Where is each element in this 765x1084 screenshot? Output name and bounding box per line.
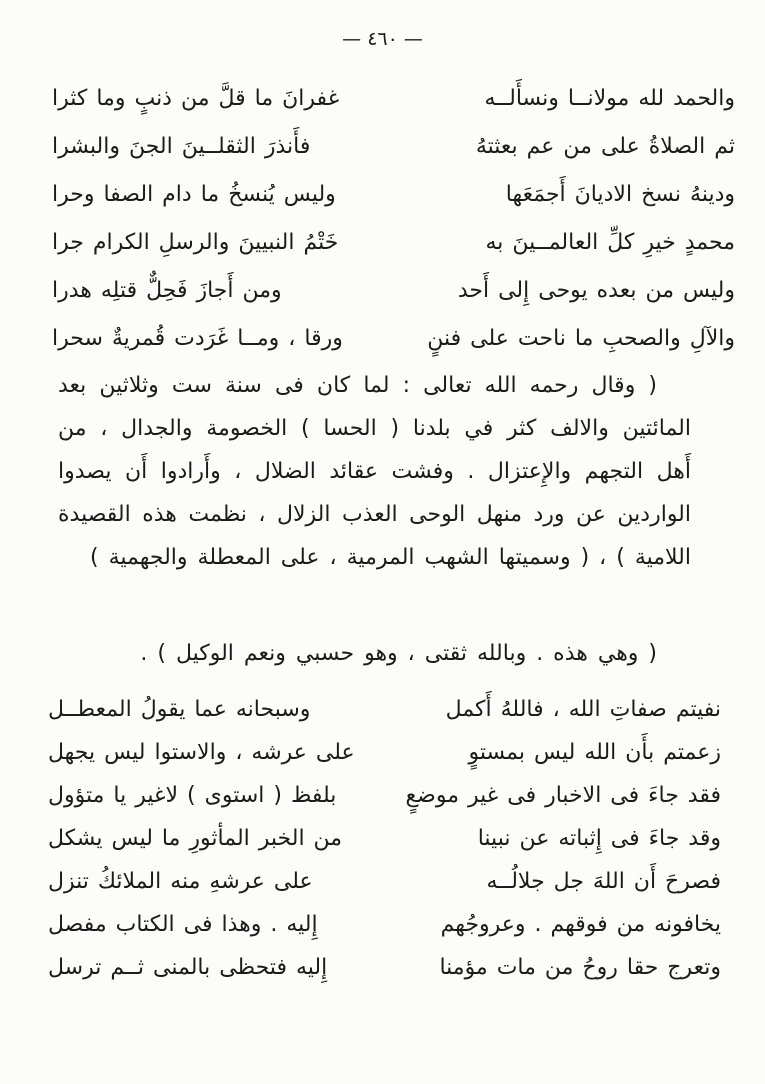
verse-row bbox=[52, 266, 735, 314]
hemistich-right: زعمتم بأَن الله ليس بمستوٍ bbox=[468, 740, 721, 765]
hemistich-left: غفرانَ ما قلَّ من ذنبٍ وما كثرا bbox=[52, 85, 340, 111]
hemistich-left: إِليه . وهذا فى الكتاب مفصل bbox=[48, 912, 318, 937]
hemistich-right: والحمد لله مولانــا ونسأَلــه bbox=[484, 85, 735, 111]
hemistich-right: وليس من بعده يوحى إِلى أَحد bbox=[457, 277, 735, 303]
hemistich-left: من الخبر المأثورِ ما ليس يشكل bbox=[48, 826, 343, 851]
verse-row bbox=[48, 817, 721, 860]
page-number: — ٤٦٠ — bbox=[342, 28, 423, 50]
verse-row bbox=[52, 74, 735, 122]
hemistich-left: وليس يُنسخُ ما دام الصفا وحرا bbox=[52, 181, 336, 207]
hemistich-left: ورقا ، ومــا غَرَدت قُمريةٌ سحرا bbox=[52, 325, 343, 351]
hemistich-right: ودينهُ نسخ الاديانَ أَجمَعَها bbox=[505, 181, 735, 207]
prose-paragraph-1: ( وقال رحمه الله تعالى : لما كان فى سنة ست وثلاثين بعد المائتين والالف كثر في بلدنا ( الحسا ) الخصومة والجدال ، من أَهل التجهم والإِعتزال . وفشت عقائد الضلال ، وأَرادوا أَن يصدوا الواردين عن ورد منهل الوحى العذب الزلال ، نظمت هذه القصيدة اللامية ) ، ( وسميتها الشهب المرمية ، على المعطلة والجهمية ) bbox=[58, 373, 691, 570]
hemistich-left: بلفظ ( استوى ) لاغير يا متؤول bbox=[48, 783, 337, 808]
poem-2 bbox=[48, 688, 721, 989]
prose-paragraph-2: ( وهي هذه . وبالله ثقتى ، وهو حسبي ونعم الوكيل ) . bbox=[140, 641, 657, 666]
hemistich-right: فقد جاءَ فى الاخبار فى غير موضعٍ bbox=[405, 783, 721, 808]
hemistich-left: خَتْمُ النبيينَ والرسلِ الكرام جرا bbox=[52, 229, 339, 255]
verse-row bbox=[52, 122, 735, 170]
verse-row bbox=[48, 903, 721, 946]
verse-row bbox=[48, 860, 721, 903]
verse-row bbox=[48, 688, 721, 731]
hemistich-right: يخافونه من فوقهم . وعروجُهم bbox=[440, 912, 721, 937]
hemistich-right: ثم الصلاةُ على من عم بعثتهُ bbox=[475, 133, 735, 159]
verse-row bbox=[52, 218, 735, 266]
verse-row bbox=[52, 314, 735, 362]
hemistich-right: وقد جاءَ فى إِثباته عن نبينا bbox=[477, 826, 721, 851]
verse-row bbox=[52, 170, 735, 218]
hemistich-left: فأَنذرَ الثقلــينَ الجنَ والبشرا bbox=[52, 133, 311, 159]
hemistich-left: على عرشهِ منه الملائكُ تنزل bbox=[48, 869, 313, 894]
hemistich-right: فصرحَ أَن اللهَ جل جلالُــه bbox=[486, 869, 721, 894]
verse-row bbox=[48, 946, 721, 989]
hemistich-left: على عرشه ، والاستوا ليس يجهل bbox=[48, 740, 355, 765]
hemistich-left: ومن أَجازَ فَحِلٌّ قتلِه هدرا bbox=[52, 277, 282, 303]
hemistich-right: والآلِ والصحبِ ما ناحت على فننٍ bbox=[427, 325, 735, 351]
poem-1 bbox=[52, 74, 735, 362]
verse-row bbox=[48, 774, 721, 817]
hemistich-right: نفيتم صفاتِ الله ، فاللهُ أَكمل bbox=[445, 697, 721, 722]
hemistich-right: محمدٍ خيرِ كلِّ العالمــينَ به bbox=[485, 229, 735, 255]
verse-row bbox=[48, 731, 721, 774]
hemistich-left: إِليه فتحظى بالمنى ثــم ترسل bbox=[48, 955, 328, 980]
hemistich-right: وتعرج حقا روحُ من مات مؤمنا bbox=[439, 955, 721, 980]
hemistich-left: وسبحانه عما يقولُ المعطــل bbox=[48, 697, 311, 722]
